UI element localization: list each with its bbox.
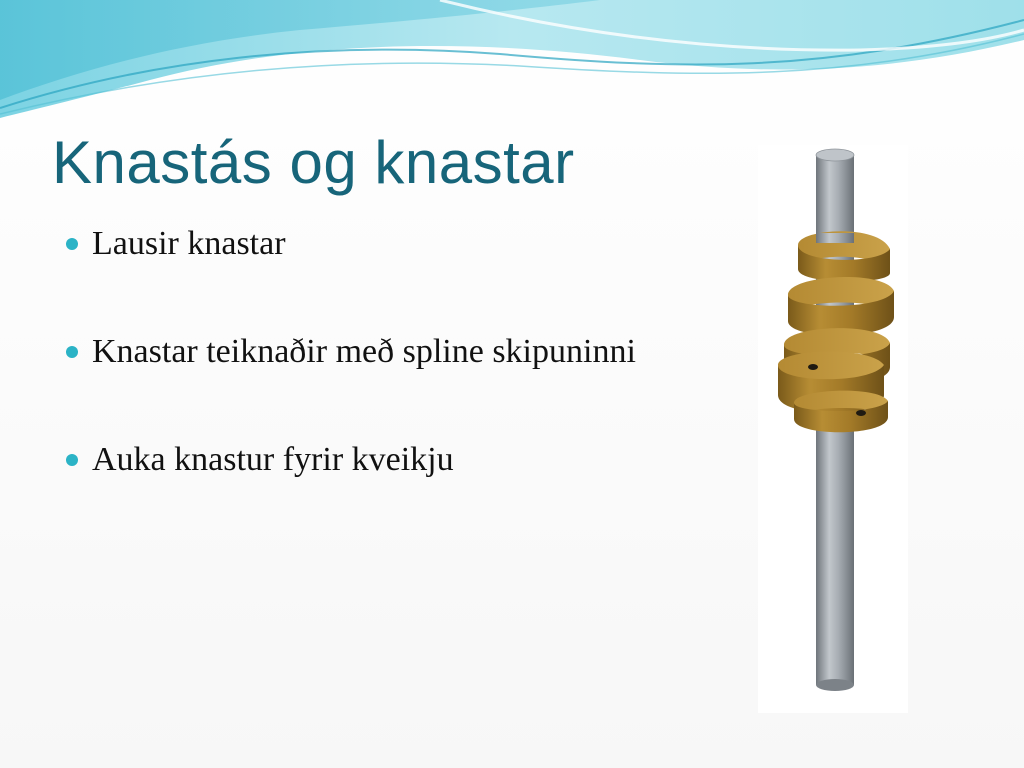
bullet-item <box>62 330 636 438</box>
bullet-dot-icon <box>66 454 78 466</box>
wave-header-decoration <box>0 0 1024 130</box>
slide-title: Knastás og knastar <box>52 129 575 196</box>
bullet-list <box>62 222 636 546</box>
bullet-item <box>62 438 636 546</box>
camshaft-illustration <box>758 145 908 713</box>
cam-stack <box>778 231 894 432</box>
bullet-text: Knastar teiknaðir með spline skipuninni <box>92 333 636 370</box>
bullet-item <box>62 222 636 330</box>
bullet-dot-icon <box>66 238 78 250</box>
bullet-text: Lausir knastar <box>92 225 286 262</box>
bullet-dot-icon <box>66 346 78 358</box>
bullet-text: Auka knastur fyrir kveikju <box>92 441 454 478</box>
